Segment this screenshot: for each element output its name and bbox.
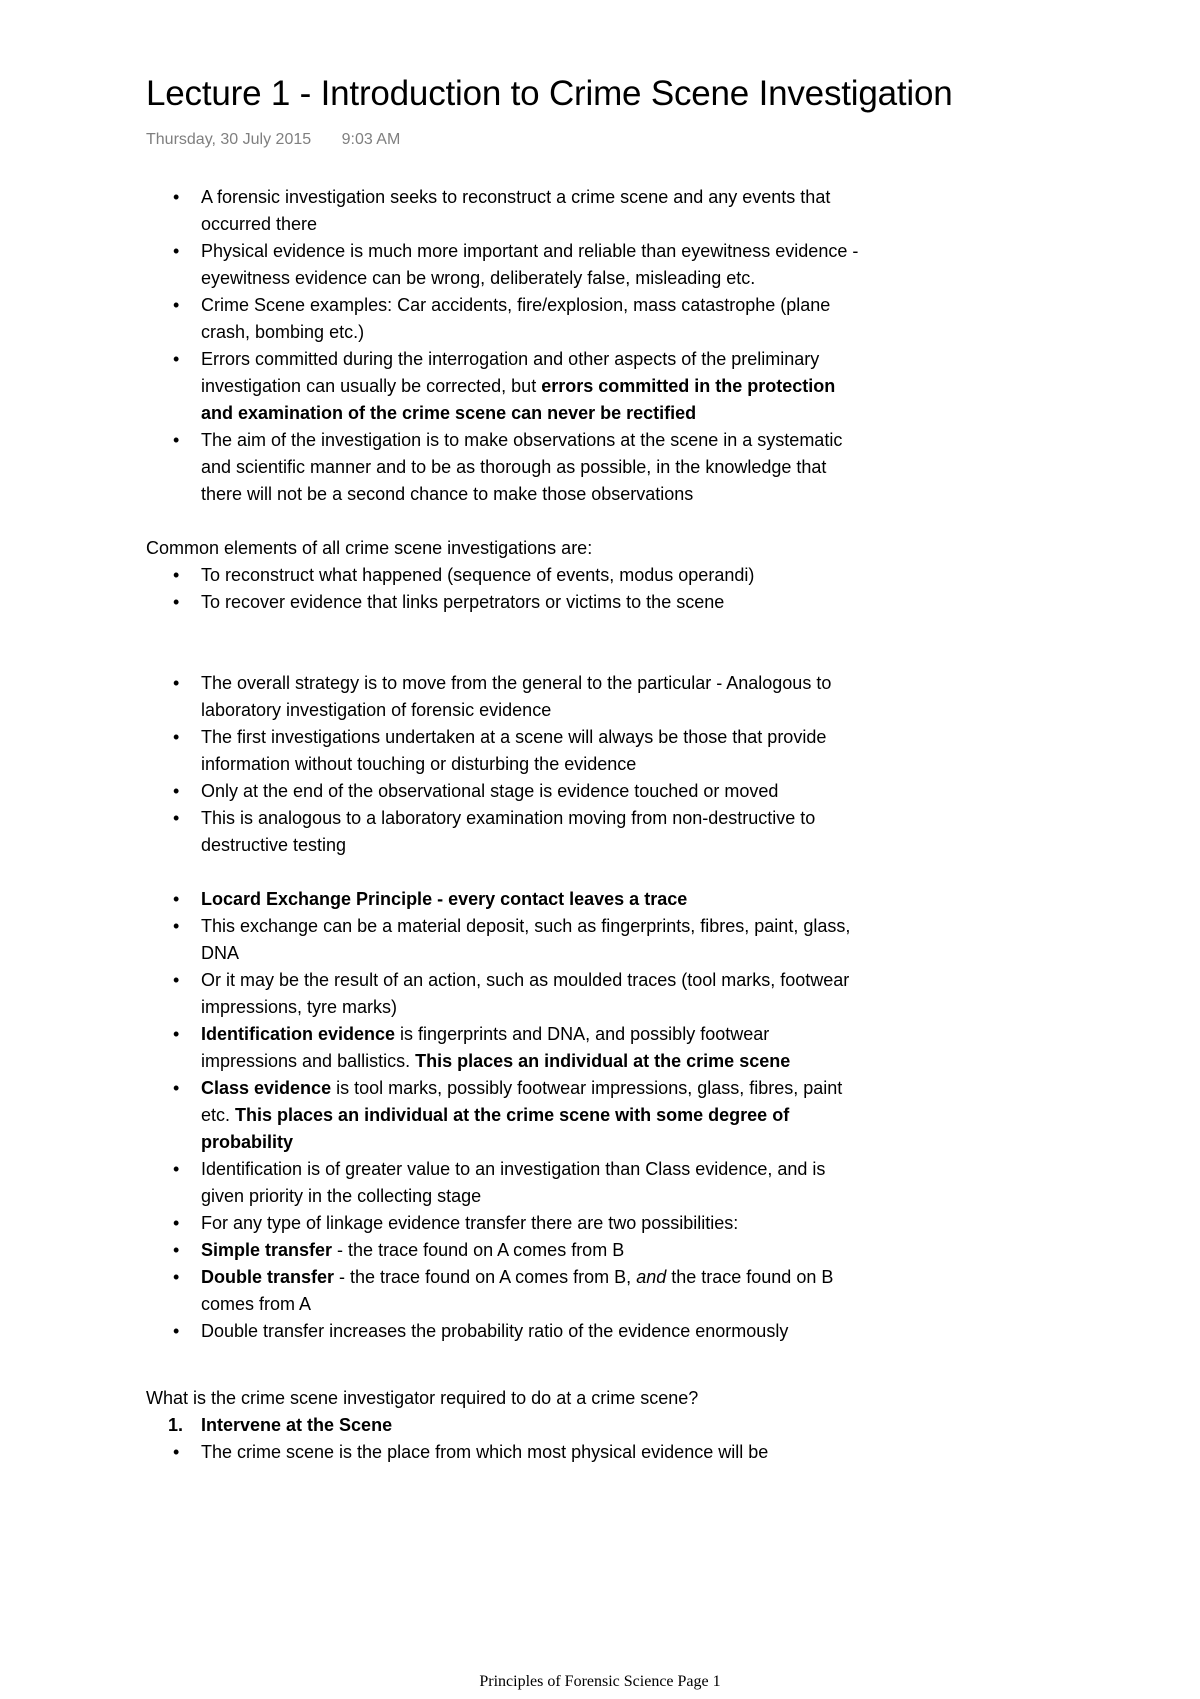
list-item: • Identification evidence is fingerprints and DNA, and possibly footwear impressions and ballistics. This places an individual at the crime scene — [146, 1021, 866, 1075]
page-title: Lecture 1 - Introduction to Crime Scene Investigation — [146, 74, 953, 113]
list-item: • To recover evidence that links perpetrators or victims to the scene — [146, 589, 866, 616]
note-body — [146, 184, 866, 1466]
list-item: • Locard Exchange Principle - every contact leaves a trace — [146, 886, 866, 913]
list-item: • The first investigations undertaken at a scene will always be those that provide information without touching or disturbing the evidence — [146, 724, 866, 778]
list-item: • The aim of the investigation is to make observations at the scene in a systematic and scientific manner and to be as thorough as possible, in the knowledge that there will not be a second chance to make those observations — [146, 427, 866, 508]
note-time: 9:03 AM — [341, 131, 401, 148]
note-date: Thursday, 30 July 2015 — [146, 131, 312, 148]
numbered-list — [146, 1412, 866, 1439]
list-item: • A forensic investigation seeks to reconstruct a crime scene and any events that occurred there — [146, 184, 866, 238]
section-heading-question: What is the crime scene investigator required to do at a crime scene? — [146, 1388, 699, 1408]
numbered-item: 1. Intervene at the Scene — [168, 1415, 393, 1435]
list-item: • Crime Scene examples: Car accidents, fire/explosion, mass catastrophe (plane crash, bombing etc.) — [146, 292, 866, 346]
list-item: • Simple transfer - the trace found on A comes from B — [146, 1237, 866, 1264]
list-item: • This exchange can be a material deposit, such as fingerprints, fibres, paint, glass, DNA — [146, 913, 866, 967]
list-item: • Identification is of greater value to an investigation than Class evidence, and is given priority in the collecting stage — [146, 1156, 866, 1210]
emphasis-text: errors committed in the protection and examination of the crime scene can never be rectified — [201, 376, 836, 423]
list-item: • Only at the end of the observational stage is evidence touched or moved — [146, 778, 866, 805]
bullet-list-common-elements — [146, 562, 866, 616]
bullet-list-overview — [146, 184, 866, 508]
list-item: • Class evidence is tool marks, possibly footwear impressions, glass, fibres, paint etc. This places an individual at the crime scene with some degree of probability — [146, 1075, 866, 1156]
list-item: • Or it may be the result of an action, such as moulded traces (tool marks, footwear impressions, tyre marks) — [146, 967, 866, 1021]
list-item: • The overall strategy is to move from the general to the particular - Analogous to laboratory investigation of forensic evidence — [146, 670, 866, 724]
list-item: • To reconstruct what happened (sequence of events, modus operandi) — [146, 562, 866, 589]
list-item: • For any type of linkage evidence transfer there are two possibilities: — [146, 1210, 866, 1237]
list-item: • Double transfer increases the probability ratio of the evidence enormously — [146, 1318, 866, 1345]
list-item: • Double transfer - the trace found on A comes from B, and the trace found on B comes from A — [146, 1264, 866, 1318]
list-item: • Errors committed during the interrogation and other aspects of the preliminary investigation can usually be corrected, but errors committed in the protection and examination of the crime scene can never be rectified — [146, 346, 866, 427]
bullet-list-intervene — [146, 1439, 866, 1466]
bullet-list-locard — [146, 886, 866, 1345]
list-item: • Physical evidence is much more important and reliable than eyewitness evidence - eyewitness evidence can be wrong, deliberately false, misleading etc. — [146, 238, 866, 292]
bullet-list-strategy — [146, 670, 866, 859]
list-item: • This is analogous to a laboratory examination moving from non-destructive to destructive testing — [146, 805, 866, 859]
footer-text: Principles of Forensic Science Page 1 — [479, 1673, 721, 1690]
list-item: • The crime scene is the place from which most physical evidence will be — [146, 1439, 866, 1466]
note-timestamp — [146, 131, 400, 149]
section-heading-common-elements: Common elements of all crime scene investigations are: — [146, 538, 593, 558]
page-footer — [0, 1673, 1200, 1691]
